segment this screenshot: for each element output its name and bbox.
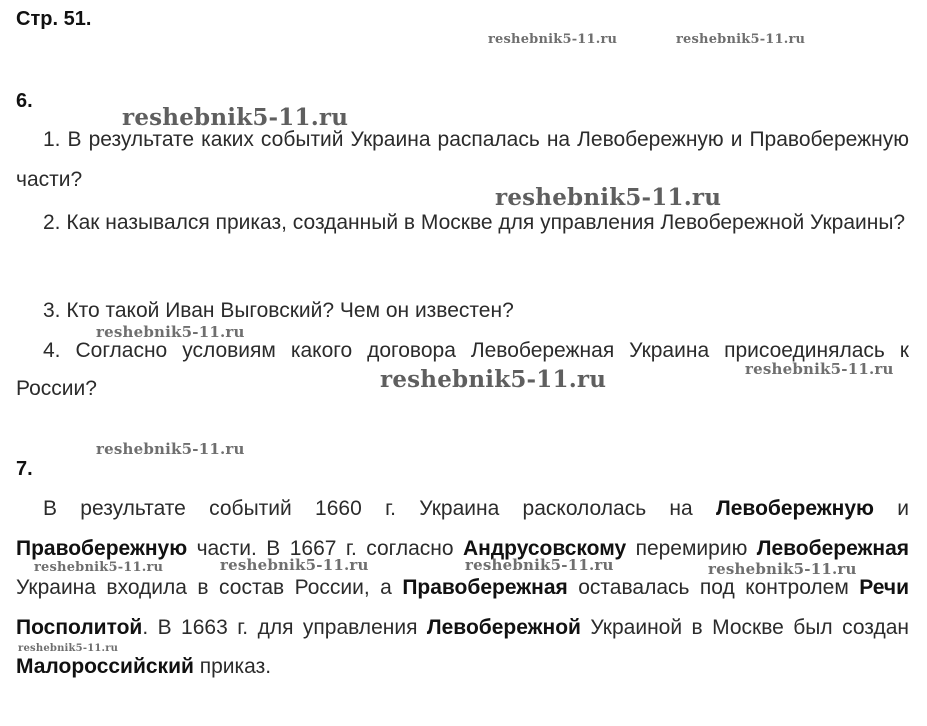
answer-text: оставалась под контролем <box>567 576 860 599</box>
watermark: reshebnik5-11.ru <box>220 556 369 574</box>
section-7-number: 7. <box>16 458 33 480</box>
answer-term: Правобережная <box>402 576 568 599</box>
answer-term: Левобережной <box>426 615 581 639</box>
watermark: reshebnik5-11.ru <box>708 560 857 578</box>
answer-term: Левобережную <box>716 497 874 520</box>
answer-text: перемирию <box>626 536 757 560</box>
watermark: reshebnik5-11.ru <box>488 32 618 47</box>
question-3: 3. Кто такой Иван Выговский? Чем он известен? <box>43 299 514 322</box>
watermark: reshebnik5-11.ru <box>676 32 806 47</box>
watermark: reshebnik5-11.ru <box>380 366 607 393</box>
answer-term: Речи Посполитой <box>16 576 910 639</box>
watermark: reshebnik5-11.ru <box>495 184 722 211</box>
answer-term: Андрусовскому <box>462 536 627 560</box>
watermark: reshebnik5-11.ru <box>34 560 164 575</box>
answer-text: Украиной в Москве был создан <box>580 615 909 639</box>
watermark: reshebnik5-11.ru <box>122 104 349 131</box>
question-1: 1. В результате каких событий Украина распалась на Левобережную и Правобережную части? <box>16 128 909 191</box>
watermark: reshebnik5-11.ru <box>96 440 245 458</box>
answer-text: Украина входила в состав России, а <box>16 576 403 599</box>
question-2: 2. Как назывался приказ, созданный в Москве для управления Левобережной Украины? <box>43 211 906 234</box>
answer-paragraph <box>16 489 909 687</box>
section-6-number: 6. <box>16 90 33 112</box>
page-title: Стр. 51. <box>16 8 92 30</box>
answer-text: и <box>873 497 909 520</box>
question-4: 4. Согласно условиям какого договора Левобережная Украина присоединялась к России? <box>16 339 909 400</box>
watermark: reshebnik5-11.ru <box>745 360 894 378</box>
answer-text: В результате событий 1660 г. Украина раскололась на <box>43 497 717 520</box>
answer-term: Правобережную <box>16 536 188 560</box>
answer-text: . В 1663 г. для управления <box>142 615 427 639</box>
answer-text: приказ. <box>193 655 272 678</box>
answer-term: Левобережная <box>756 536 910 560</box>
watermark: reshebnik5-11.ru <box>96 323 245 341</box>
answer-text: части. В 1667 г. согласно <box>187 536 463 560</box>
watermark: reshebnik5-11.ru <box>465 556 614 574</box>
watermark: reshebnik5-11.ru <box>18 643 119 654</box>
answer-term: Малороссийский <box>16 655 194 678</box>
